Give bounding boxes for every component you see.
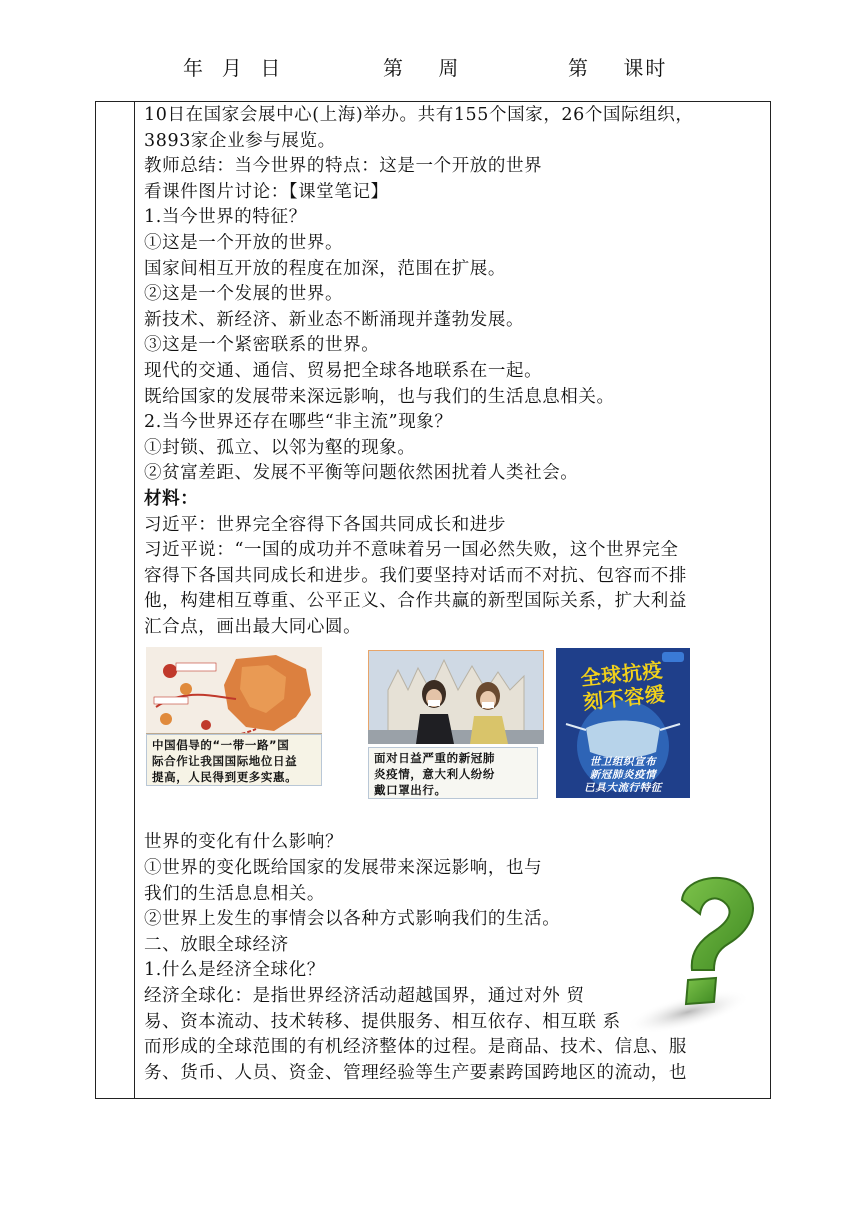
text-line: 既给国家的发展带来深远影响，也与我们的生活息息相关。 — [144, 386, 615, 407]
masks-caption — [368, 747, 538, 799]
poster-subtitle-line: 已具大流行特征 — [584, 782, 662, 795]
caption-line: 面对日益严重的新冠肺 — [374, 751, 495, 766]
text-line: ①封锁、孤立、以邻为壑的现象。 — [144, 437, 416, 458]
poster-title-line: 全球抗疫 — [579, 658, 664, 691]
caption-line: 际合作让我国国际地位日益 — [152, 754, 298, 769]
covid-masks-figure — [368, 650, 544, 800]
text-line: 习近平：世界完全容得下各国共同成长和进步 — [144, 514, 506, 535]
question-mark-icon — [626, 862, 766, 1042]
text-line: 新技术、新经济、新业态不断涌现并蓬勃发展。 — [144, 309, 525, 330]
text-line: 2.当今世界还存在哪些“非主流”现象？ — [144, 412, 453, 433]
figures-row — [144, 640, 766, 830]
text-line: 1.什么是经济全球化？ — [144, 960, 325, 981]
caption-line: 戴口罩出行。 — [374, 783, 447, 798]
caption-line: 炎疫情，意大利人纷纷 — [374, 767, 495, 782]
text-line: 习近平说：“一国的成功并不意味着另一国必然失败，这个世界完全 — [144, 540, 679, 561]
belt-road-figure — [146, 647, 322, 786]
lesson-header — [0, 52, 860, 82]
poster-subtitle — [556, 756, 690, 795]
header-week: 第 周 — [383, 56, 461, 80]
text-line: ②这是一个发展的世界。 — [144, 284, 344, 305]
masks-photo-image — [368, 650, 544, 744]
text-line: 易、资本流动、技术转移、提供服务、相互依存、相互联 系 — [144, 1011, 621, 1032]
text-line: 看课件图片讨论：【课堂笔记】 — [144, 181, 389, 202]
text-line: ②贫富差距、发展不平衡等问题依然困扰着人类社会。 — [144, 463, 579, 484]
header-period: 第 课时 — [568, 56, 668, 80]
material-label: 材料： — [144, 488, 199, 509]
poster-title-line: 刻不容缓 — [582, 682, 667, 715]
text-line: 务、货币、人员、资金、管理经验等生产要素跨国跨地区的流动，也 — [144, 1062, 687, 1083]
text-line: 而形成的全球范围的有机经济整体的过程。是商品、技术、信息、服 — [144, 1037, 687, 1058]
header-date: 年 月 日 — [183, 56, 283, 80]
text-line: ③这是一个紧密联系的世界。 — [144, 335, 380, 356]
text-line: 教师总结：当今世界的特点：这是一个开放的世界 — [144, 156, 543, 177]
text-line: 经济全球化：是指世界经济活动超越国界，通过对外 贸 — [144, 986, 585, 1007]
poster-subtitle-line: 世卫组织宣布 — [589, 756, 657, 769]
text-line: 他，构建相互尊重、公平正义、合作共赢的新型国际关系，扩大利益 — [144, 591, 687, 612]
text-line: 3893家企业参与展览。 — [144, 130, 336, 151]
poster-figure — [556, 648, 690, 798]
text-line: 世界的变化有什么影响？ — [144, 832, 344, 853]
belt-road-caption — [146, 734, 322, 786]
column-divider — [134, 102, 135, 1098]
text-line: ①世界的变化既给国家的发展带来深远影响，也与 — [144, 858, 543, 879]
text-line: 汇合点，画出最大同心圆。 — [144, 616, 362, 637]
text-line: 现代的交通、通信、贸易把全球各地联系在一起。 — [144, 360, 543, 381]
caption-line: 中国倡导的“一带一路”国 — [152, 738, 290, 753]
text-line: ②世界上发生的事情会以各种方式影响我们的生活。 — [144, 909, 561, 930]
poster-subtitle-line: 新冠肺炎疫情 — [589, 769, 657, 782]
text-line: 我们的生活息息相关。 — [144, 883, 325, 904]
text-line: ①这是一个开放的世界。 — [144, 232, 344, 253]
text-line: 容得下各国共同成长和进步。我们要坚持对话而不对抗、包容而不排 — [144, 565, 687, 586]
text-line: 10日在国家会展中心(上海)举办。共有155个国家，26个国际组织， — [144, 105, 694, 125]
text-line: 二、放眼全球经济 — [144, 934, 289, 955]
lesson-table — [95, 101, 771, 1099]
text-line: 1.当今世界的特征？ — [144, 207, 307, 228]
caption-line: 提高，人民得到更多实惠。 — [152, 770, 298, 785]
text-line: 国家间相互开放的程度在加深，范围在扩展。 — [144, 258, 506, 279]
